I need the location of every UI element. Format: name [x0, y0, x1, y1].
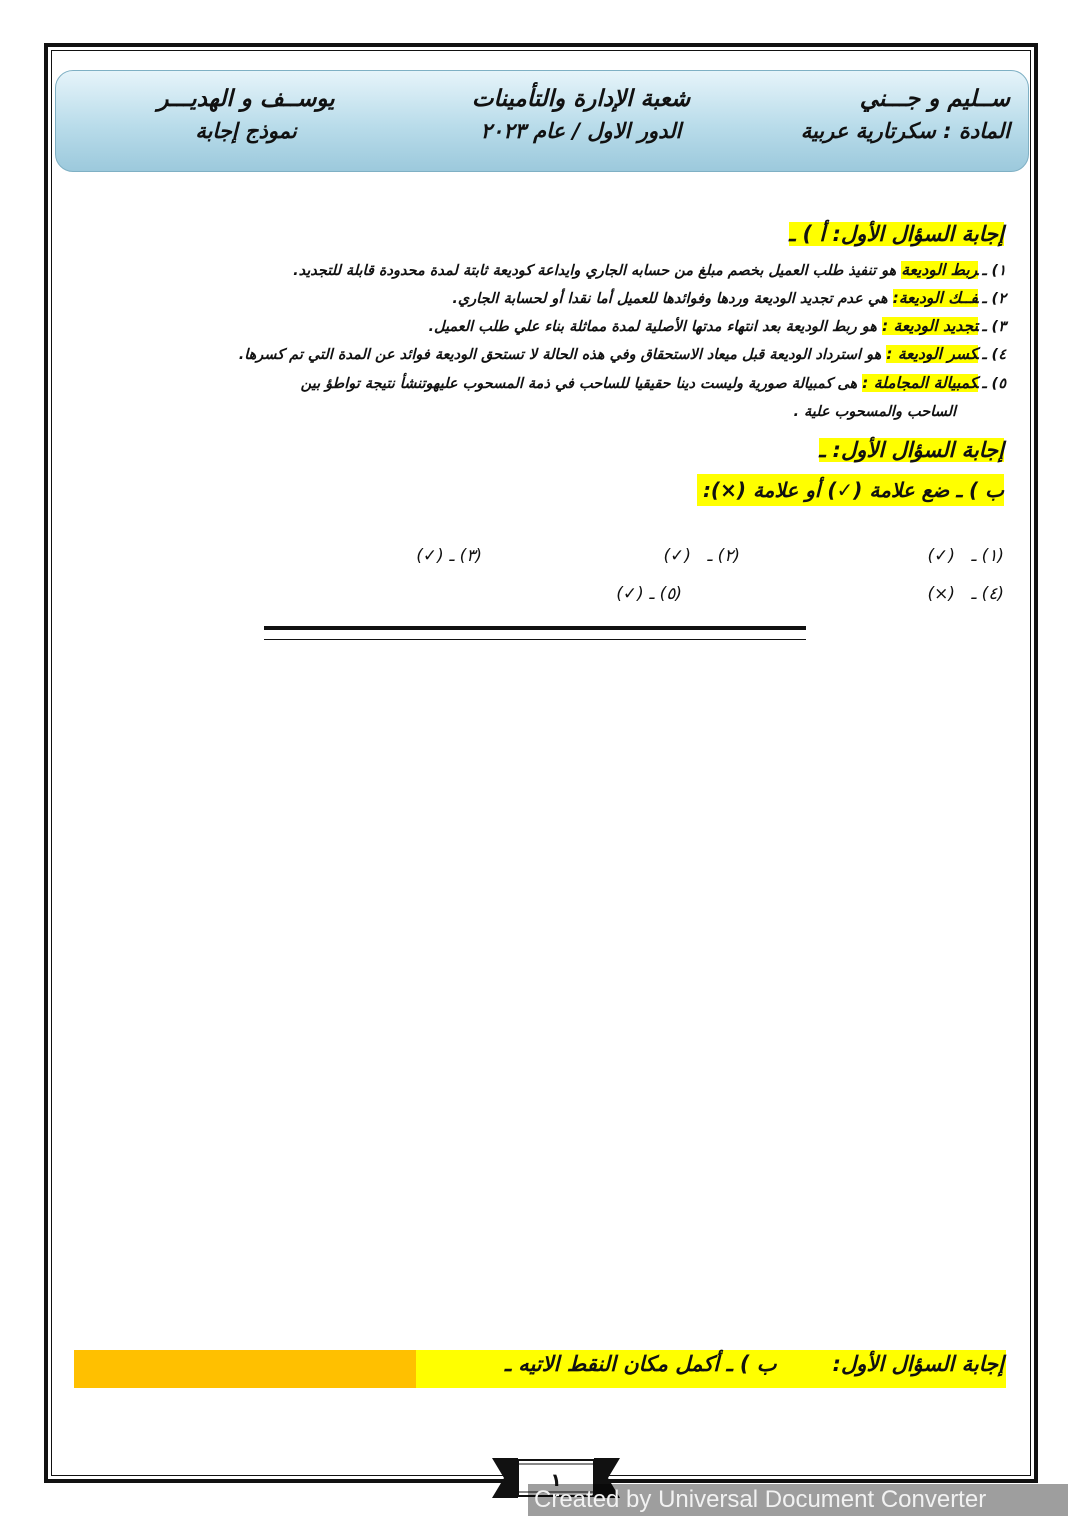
header-exam-session: الدور الاول / عام ٢٠٢٣ — [480, 119, 682, 143]
tf-answer-4: (٤) ـ (×) — [927, 584, 1004, 604]
q1b-title: إجابة السؤال الأول: ـ — [819, 438, 1004, 462]
exam-header — [55, 70, 1029, 172]
converter-watermark: Created by Universal Document Converter — [528, 1484, 1068, 1516]
header-division — [416, 83, 746, 147]
q1a-term-5: كمبيالة المجاملة : — [862, 374, 979, 392]
q1b-subtitle: ب ) ـ ضع علامة (✓) أو علامة (×): — [697, 478, 1004, 502]
tf-answer-3: (٣) ـ (✓) — [416, 546, 482, 566]
q1a-term-2: فــك الوديعة: — [892, 289, 979, 307]
tf-answer-2: (٢) ـ (✓) — [663, 546, 740, 566]
q1a-term-3: تجديد الوديعة : — [881, 317, 979, 335]
q1c-title: إجابة السؤال الأول:ب ) ـ أكمل مكان النقط الاتيه ـ — [504, 1352, 1004, 1376]
q1a-item-2: ٢) ـفــك الوديعة: هي عدم تجديد الوديعة وردها وفوائدها للعميل أما نقدا أو لحسابة الجاري. — [452, 289, 1006, 307]
tf-answer-1: (١) ـ (✓) — [927, 546, 1004, 566]
q1a-item-3: ٣) ـتجديد الوديعة : هو ربط الوديعة بعد انتهاء مدتها الأصلية لمدة مماثلة بناء علي طلب العميل. — [428, 317, 1006, 335]
header-authors-left: يوســف و الهديـــر — [157, 86, 335, 112]
header-division-name: شعبة الإدارة والتأمينات — [471, 86, 691, 112]
header-authors-right: ســليم و جـــني — [859, 86, 1010, 112]
q1a-item-5-continuation: الساحب والمسحوب علية . — [793, 404, 956, 420]
header-subject-name: المادة : سكرتارية عربية — [800, 119, 1010, 143]
section-divider-thin — [264, 639, 806, 640]
header-answer-model: نموذج إجابة — [195, 119, 297, 143]
q1a-term-1: ربط الوديعة — [901, 261, 979, 279]
q1a-term-4: كسر الوديعة : — [886, 345, 979, 363]
header-subject — [730, 83, 1010, 147]
q1a-title: إجابة السؤال الأول: أ ) ـ — [789, 222, 1004, 246]
q1a-item-1: ١) ـربط الوديعة هو تنفيذ طلب العميل بخصم مبلغ من حسابه الجاري وايداعة كوديعة ثابتة لمدة محدودة قابلة للتجديد. — [293, 261, 1006, 279]
page-number: ١ — [550, 1470, 562, 1491]
q1a-item-5: ٥) ـكمبيالة المجاملة : هى كمبيالة صورية وليست دينا حقيقيا للساحب في ذمة المسحوب عليهوتنشأ نتيجة تواطؤ بين — [300, 374, 1006, 392]
header-model — [101, 83, 391, 147]
section-divider-thick — [264, 626, 806, 630]
tf-answer-5: (٥) ـ (✓) — [616, 584, 682, 604]
q1a-item-4: ٤) ـكسر الوديعة : هو استرداد الوديعة قبل ميعاد الاستحقاق وفي هذه الحالة لا تستحق الوديعة فوائد عن المدة التي تم كسرها. — [238, 345, 1006, 363]
